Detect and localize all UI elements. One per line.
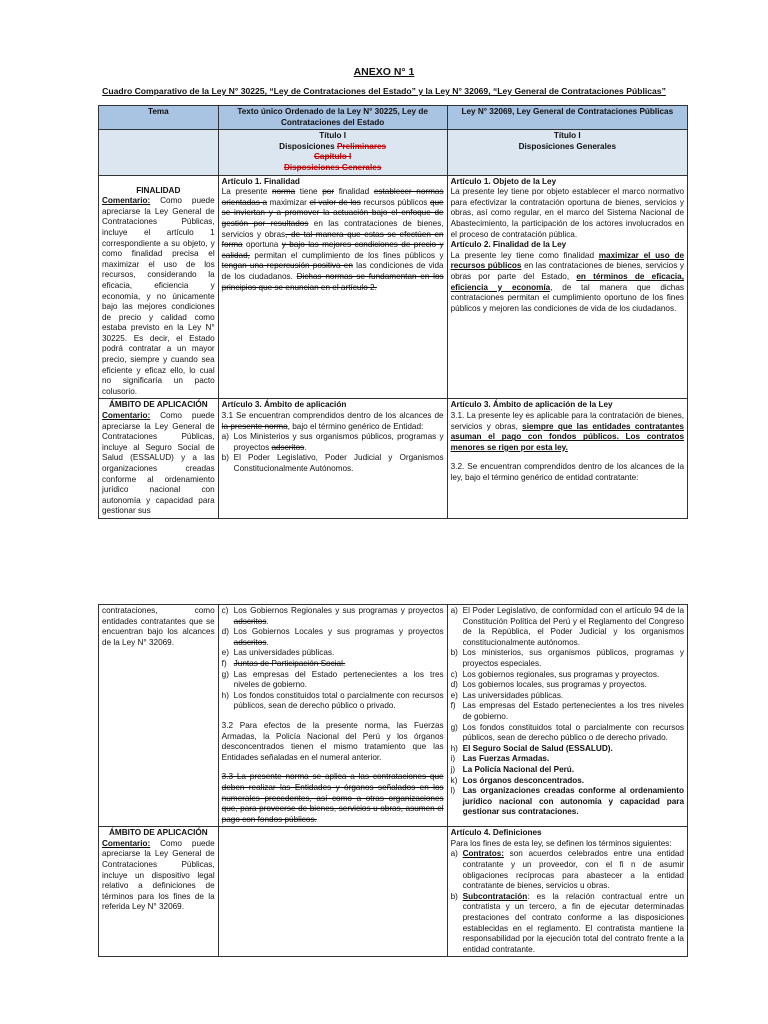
list-marker: c) — [450, 669, 458, 679]
item-text: Los fondos constituidos total o parcialmente con recursos públicos, sean de derecho público o privado. — [233, 690, 444, 711]
article-heading: Artículo 4. Definiciones — [450, 828, 542, 838]
list-text: Los ministerios, sus organismos públicos, programas y proyectos especiales. — [462, 648, 684, 668]
list-item: b) Subcontratación: es la relación contractual entre un contratista y un tercero, a fin de ejecutar determinadas prestaciones del contrato conforme a las disposiciones establecidas en el reglamento. El contratista mantiene la responsabilidad por la ejecución total del contrato frente a la entidad contratante. — [450, 891, 684, 954]
list-item — [451, 723, 684, 744]
struck-text: Juntas de Participación Social. — [233, 658, 346, 668]
list-marker: d) — [450, 680, 458, 690]
article-text: 3.1 Se encuentran comprendidos dentro de los alcances de la presente norma, bajo el término genérico de Entidad: — [221, 411, 444, 431]
list-item — [451, 648, 684, 669]
article-text: Para los fines de esta ley, se definen los términos siguientes: — [450, 838, 672, 848]
struck-preliminares: Preliminares — [336, 141, 387, 151]
list-item — [451, 776, 684, 787]
list-text: Los gobiernos locales, sus programas y proyectos. — [462, 680, 647, 690]
tema-continuation: contrataciones, como entidades contratantes que se encuentran bajo los alcances de la Ley N° 32069. — [99, 605, 219, 827]
list-text: El Poder Legislativo, de conformidad con el artículo 94 de la Constitución Política del Perú y el Reglamento del Congreso de la República, el Poder Judicial y los organismos constitucionalmente autónomos. — [462, 606, 684, 647]
article-heading: Artículo 1. Finalidad — [221, 176, 300, 186]
right-disposiciones: Disposiciones Generales — [518, 141, 616, 151]
list-text — [234, 659, 444, 670]
tema-title: ÁMBITO DE APLICACIÓN — [108, 828, 208, 838]
subheader-empty — [99, 130, 219, 175]
list-item — [451, 701, 684, 722]
item-text: Las empresas del Estado pertenecientes a los tres niveles de gobierno. — [233, 669, 444, 690]
subheader-row — [99, 130, 688, 175]
list-marker: c) — [221, 606, 229, 615]
list-marker: j) — [450, 764, 456, 774]
list-item — [451, 754, 684, 765]
header-ley-32069: Ley N° 32069, Ley General de Contrataciones Públicas — [447, 106, 687, 130]
list-item — [222, 648, 444, 659]
list-text: Los gobiernos regionales, sus programas y proyectos. — [462, 669, 660, 679]
ley-32069-articulos-1-2 — [447, 175, 687, 399]
list-item — [222, 691, 444, 712]
list-item — [222, 659, 444, 670]
list-marker: h) — [450, 743, 458, 753]
list-text: El Seguro Social de Salud (ESSALUD). — [462, 743, 613, 753]
list-item — [451, 765, 684, 776]
list-text: Las organizaciones creadas conforme al ordenamiento jurídico nacional con autonomía y capacidad para gestionar sus contrataciones. — [462, 786, 684, 817]
row-definiciones — [99, 827, 688, 957]
item-text: Los Gobiernos Locales y sus programas y proyectos — [233, 627, 444, 637]
list-text: Los fondos constituidos total o parcialmente con recursos públicos, sean de derecho público o de derecho privado. — [462, 722, 684, 743]
list-marker: d) — [221, 627, 229, 637]
ley-32069-articulo-4 — [447, 827, 687, 957]
article-text: 3.2 Para efectos de la presente norma, las Fuerzas Armadas, la Policía Nacional del Perú y los órganos desconcentrados tienen el mismo tratamiento que las Entidades señaladas en el numeral anterior. — [221, 720, 444, 762]
right-title: Título I — [553, 131, 581, 141]
comparison-table-page-1 — [98, 105, 688, 519]
list-item — [451, 744, 684, 755]
tema-title: FINALIDAD — [136, 185, 181, 195]
ley-30225-articulo-3 — [218, 399, 447, 519]
comentario: Comentario: Como puede apreciarse la Ley General de Contrataciones Públicas, incluye al Seguro Social de Salud (ESSALUD) y a las organizaciones creadas conforme al ordenamiento jurídico nacional con autonomía y capacidad para gestionar sus — [102, 411, 215, 516]
header-tema: Tema — [99, 106, 219, 130]
item-end: . — [266, 637, 269, 647]
row-finalidad — [99, 175, 688, 399]
item-text: Los Gobiernos Regionales y sus programas y proyectos — [233, 606, 444, 615]
item-end: . — [266, 616, 269, 626]
struck-paragraph: 3.3 La presente norma se aplica a las contrataciones que deben realizar las Entidades y órganos señalados en los numerales precedentes, así como a otras organizaciones que, para proveerse de bienes, servicios u obras, asumen el pago con fondos públicos. — [221, 772, 444, 824]
article-text: 3.1. La presente ley es aplicable para la contratación de bienes, servicios y obras, siempre que las entidades contratantes asuman el pago con fondos públicos. Los contratos menores se rigen por esta ley. — [450, 411, 684, 452]
list-text: La Policía Nacional del Perú. — [462, 764, 575, 774]
table-header-row — [99, 106, 688, 130]
list-marker: l) — [450, 786, 456, 796]
struck-capitulo: Capítulo I — [313, 152, 352, 162]
list-item: b) El Poder Legislativo, Poder Judicial y Organismos Constitucionalmente Autónomos. — [221, 453, 444, 473]
list-item — [222, 627, 444, 648]
left-title: Título I — [319, 131, 347, 141]
list-item — [451, 691, 684, 702]
tema-definiciones — [99, 827, 219, 957]
ley-30225-articulo-3-cont — [218, 605, 447, 827]
list-item: a) Los Ministerios y sus organismos públicos, programas y proyectos adscritos. — [221, 432, 444, 452]
article-text: La presente norma tiene por finalidad establecer normas orientadas a maximizar el valor de los recursos públicos que se inviertan y a promover la actuación bajo el enfoque de gestión por resultados en las contrataciones de bienes, servicios y obras, de tal manera que estas se efectúen en forma oportuna y bajo las mejores condiciones de precio y calidad, permitan el cumplimiento de los fines públicos y tengan una repercusión positiva en las condiciones de vida de los ciudadanos. Dichas normas se fundamentan en los principios que se enuncian en el artículo 2. — [221, 187, 444, 292]
article-text: La presente ley tiene como finalidad maximizar el uso de recursos públicos en las contrataciones de bienes, servicios y obras por parte del Estado, en términos de eficacia, eficiencia y economía, de tal manera que dichas contrataciones permitan el cumplimiento oportuno de los fines públicos y mejoren las condiciones de vida de los ciudadanos. — [450, 250, 684, 313]
article-heading: Artículo 3. Ámbito de aplicación — [221, 400, 347, 410]
list-item — [451, 786, 684, 818]
list-marker: e) — [450, 690, 458, 700]
list-text: Los órganos desconcentrados. — [462, 775, 585, 785]
row-ambito-cont — [99, 605, 688, 827]
doc-title: ANEXO N° 1 — [353, 66, 415, 78]
list-marker: f) — [221, 658, 227, 668]
list-marker: e) — [221, 648, 229, 658]
tema-title: ÁMBITO DE APLICACIÓN — [108, 400, 208, 410]
ley-30225-articulo-1 — [218, 175, 447, 399]
list-item — [451, 670, 684, 681]
list-text — [234, 627, 444, 648]
ley-32069-articulo-3-cont — [447, 605, 687, 827]
list-item: a) Contratos: son acuerdos celebrados entre una entidad contratante y un proveedor, con el fi n de asumir obligaciones recíprocas para abastecer a la entidad contratante de bienes, servicios u obras. — [450, 849, 684, 891]
list-marker: i) — [450, 754, 456, 764]
row-ambito-1 — [99, 399, 688, 519]
list-marker: g) — [221, 669, 229, 679]
subheader-left — [218, 130, 447, 175]
tema-ambito — [99, 399, 219, 519]
list-marker: b) — [450, 648, 458, 658]
list-marker: f) — [450, 701, 456, 711]
article-heading: Artículo 3. Ámbito de aplicación de la Ley — [450, 400, 613, 410]
article-heading: Artículo 2. Finalidad de la Ley — [450, 240, 567, 250]
comentario: Comentario: Como puede apreciarse la Ley General de Contrataciones Públicas, incluye un dispositivo legal relativo a definiciones de términos para los fines de la referida Ley N° 32069. — [102, 838, 215, 912]
comparison-table-page-2 — [98, 604, 688, 957]
list-marker: k) — [450, 775, 458, 785]
item-text: Las universidades públicas. — [233, 648, 335, 658]
subheader-right — [447, 130, 687, 175]
struck-text: adscritos — [233, 637, 267, 647]
article-text: 3.2. Se encuentran comprendidos dentro de los alcances de la ley, bajo el término genérico de entidad contratante: — [450, 462, 684, 482]
list-item — [222, 606, 444, 627]
ley-32069-articulo-3 — [447, 399, 687, 519]
list-text: Las Fuerzas Armadas. — [462, 754, 550, 764]
list-text — [234, 670, 444, 691]
list-text — [234, 691, 444, 712]
list-marker: h) — [221, 690, 229, 700]
list-item — [222, 670, 444, 691]
page-2 — [0, 596, 768, 1024]
comentario: Comentario: Como puede apreciarse la Ley General de Contrataciones Públicas, incluye el artículo 1 correspondiente a su objeto, y como finalidad precisa el maximizar el uso de los recursos, considerando la eficacia, eficiencia y economía, y no únicamente bajo las mejores condiciones de precio y calidad como estaba previsto en la Ley N° 30225. Es decir, el Estado podrá contratar a un mayor precio, siempre y cuando sea eficiente y eficaz ello, lo cual no significaría un pacto colusorio. — [102, 196, 215, 396]
list-marker: a) — [450, 606, 458, 615]
header-ley-30225: Texto único Ordenado de la Ley N° 30225, Ley de Contrataciones del Estado — [218, 106, 447, 130]
struck-text: adscritos — [233, 616, 267, 626]
list-text: Las universidades públicas. — [462, 690, 564, 700]
tema-finalidad — [99, 175, 219, 399]
article-heading: Artículo 1. Objeto de la Ley — [450, 176, 557, 186]
article-text: La presente ley tiene por objeto establecer el marco normativo para efectivizar la contratación oportuna de bienes, servicios y obras, así como regular, en el marco del Sistema Nacional de Abastecimiento, la participación de los actores involucrados en el proceso de contratación pública. — [450, 187, 684, 239]
list-text: Las empresas del Estado pertenecientes a los tres niveles de gobierno. — [462, 701, 684, 721]
struck-disposiciones-generales: Disposiciones Generales — [283, 162, 382, 172]
list-text — [234, 606, 444, 627]
list-item — [451, 606, 684, 648]
list-item — [451, 680, 684, 691]
left-disposiciones: Disposiciones Preliminares — [279, 141, 387, 151]
doc-subtitle: Cuadro Comparativo de la Ley N° 30225, “Ley de Contrataciones del Estado” y la Ley N° 32069, “Ley General de Contrataciones Públicas” — [102, 86, 666, 96]
ley-30225-empty — [218, 827, 447, 957]
list-marker: g) — [450, 722, 458, 732]
list-text — [234, 648, 444, 659]
